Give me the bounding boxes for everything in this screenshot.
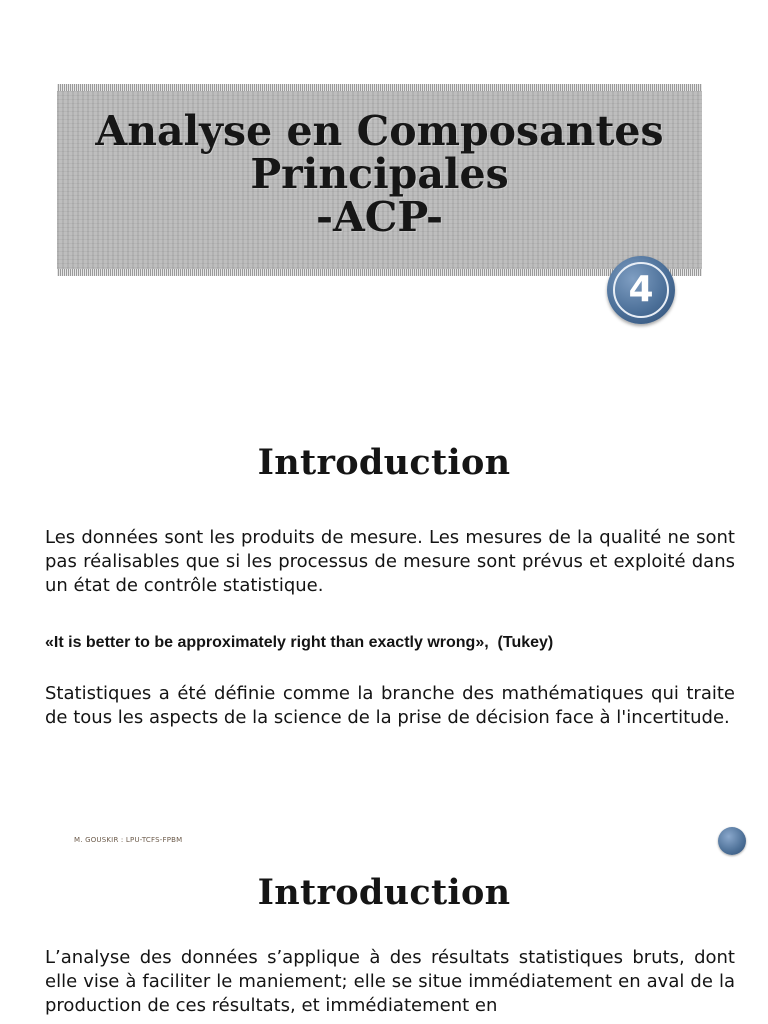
- slide-number-badge: [607, 256, 675, 324]
- section-heading-introduction-2: Introduction: [257, 872, 511, 913]
- title-banner: [57, 84, 702, 276]
- slide-dot-icon: [718, 827, 746, 855]
- section-heading-introduction: Introduction: [257, 442, 511, 483]
- intro-paragraph-3: L’analyse des données s’applique à des résultats statistiques bruts, dont elle vise à faciliter le maniement; elle se situe immédiatement en aval de la production de ces résultats, et immédiatement en: [45, 947, 735, 1016]
- slide-title-line-1: Analyse en Composantes: [95, 107, 664, 155]
- slide-title-line-2: Principales: [250, 150, 509, 198]
- intro-paragraph-2: Statistiques a été définie comme la branche des mathématiques qui traite de tous les aspects de la science de la prise de décision face à l'incertitude.: [45, 683, 735, 728]
- intro-paragraph-1: Les données sont les produits de mesure. Les mesures de la qualité ne sont pas réalisables que si les processus de mesure sont prévus et exploité dans un état de contrôle statistique.: [45, 527, 735, 596]
- slide-title: [57, 107, 702, 241]
- footer-author: M. GOUSKIR : LPU-TCFS-FPBM: [74, 836, 183, 844]
- tukey-quote: «It is better to be approximately right than exactly wrong», (Tukey): [45, 634, 554, 651]
- banner-stripe-top: [57, 84, 702, 91]
- badge-number: 4: [628, 269, 654, 310]
- banner-stripe-bottom: [57, 269, 702, 276]
- slide-title-line-3: -ACP-: [315, 193, 444, 241]
